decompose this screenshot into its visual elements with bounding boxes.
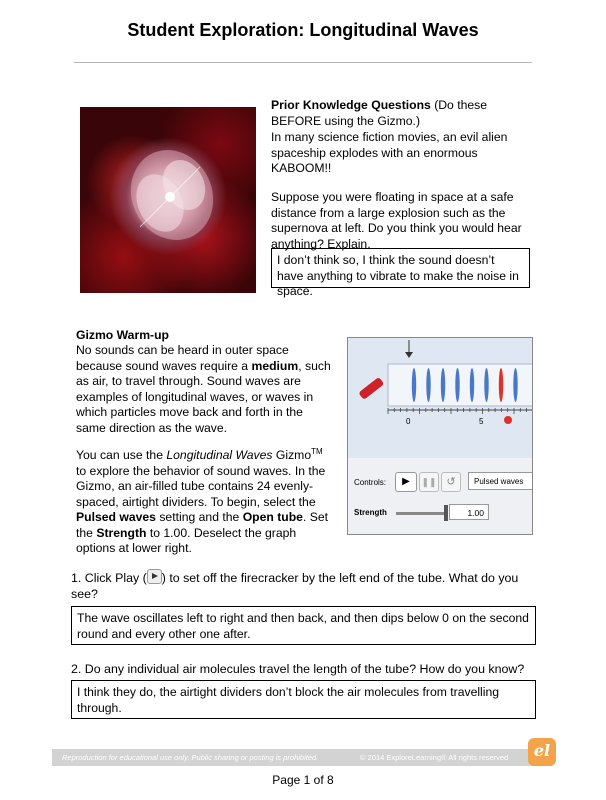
- divider-8: [513, 368, 517, 402]
- warmup-para-1: [76, 343, 334, 436]
- warmup-p2-tm: TM: [311, 447, 323, 456]
- pause-button[interactable]: ❚❚: [419, 472, 439, 492]
- q1-answer-box[interactable]: The wave oscillates left to right and then back, and then dips below 0 on the second round and every other one after.: [71, 606, 536, 645]
- controls-label: Controls:: [354, 478, 387, 487]
- divider-3: [441, 368, 445, 402]
- gizmo-graphic: [348, 338, 533, 535]
- question-2: 2. Do any individual air molecules travel the length of the tube? How do you know?: [71, 662, 525, 676]
- q1-text-a: 1. Click Play (: [71, 571, 147, 585]
- warmup-p2-bold3: Strength: [96, 525, 147, 540]
- question-1: [71, 570, 541, 602]
- footer-copyright-notice: Reproduction for educational use only. Public sharing or posting is prohibited.: [62, 753, 319, 762]
- divider-2: [426, 368, 430, 402]
- prior-para-1: In many science fiction movies, an evil alien spaceship explodes with an enormous KABOOM!!: [271, 130, 508, 175]
- mode-select[interactable]: Pulsed waves: [468, 472, 533, 490]
- page-number: Page 1 of 8: [272, 773, 334, 787]
- gizmo-tick-0: 0: [406, 417, 411, 426]
- warmup-p2-c: to explore the behavior of sound waves. In the Gizmo, an air-filled tube contains 24 evenly-spaced, airtight dividers. To begin, select the: [76, 463, 326, 509]
- divider-5: [470, 368, 474, 402]
- play-icon: [147, 569, 162, 584]
- q2-answer-box[interactable]: I think they do, the airtight dividers don’t block the air molecules from travelling through.: [71, 680, 536, 719]
- warmup-p2-b: Gizmo: [272, 448, 312, 463]
- play-button[interactable]: ▶: [395, 472, 417, 492]
- divider-1: [412, 368, 416, 402]
- prior-heading-note: (Do these BEFORE using the Gizmo.): [271, 98, 488, 128]
- explorelearning-logo: el: [528, 738, 556, 766]
- strength-input[interactable]: 1.00: [449, 504, 489, 520]
- divider-6: [484, 368, 488, 402]
- supernova-image: [80, 107, 256, 293]
- divider-7: [499, 368, 503, 402]
- warmup-p2-e: . Set the: [76, 510, 329, 540]
- supernova-shape: [80, 107, 256, 293]
- prior-knowledge-intro: [271, 98, 533, 129]
- gizmo-red-dot: [504, 416, 512, 424]
- q1-text-b: ) to set off the firecracker by the left end of the tube. What do you see?: [71, 571, 519, 602]
- reset-button[interactable]: ↺: [441, 472, 461, 492]
- prior-para-2: Suppose you were floating in space at a safe distance from a large explosion such as the supernova at left. Do you think you would hear anything? Explain.: [271, 190, 522, 251]
- gizmo-screenshot: [347, 337, 533, 535]
- warmup-p2-bold1: Pulsed waves: [76, 510, 156, 525]
- divider-4: [455, 368, 459, 402]
- gizmo-tube: [388, 364, 533, 406]
- strength-label: Strength: [354, 508, 387, 517]
- strength-slider-track[interactable]: [396, 512, 448, 515]
- warmup-p2-f: to 1.00. Deselect the graph options at lower right.: [76, 525, 297, 556]
- page-title: Student Exploration: Longitudinal Waves: [127, 20, 479, 40]
- warmup-p1-b: , such as air, to travel through. Sound waves are examples of longitudinal waves, or waves in which particles move back and forth in the same direction as the wave.: [76, 358, 331, 435]
- gizmo-tick-5: 5: [479, 417, 484, 426]
- prior-answer-box[interactable]: I don’t think so, I think the sound doesn’t have anything to vibrate to make the noise in space.: [271, 248, 530, 288]
- warmup-p2-italic: Longitudinal Waves: [166, 448, 273, 463]
- prior-heading: Prior Knowledge Questions: [271, 98, 431, 112]
- warmup-p2-d: setting and the: [155, 510, 243, 525]
- warmup-para-2: [76, 444, 334, 557]
- warmup-heading-text: Gizmo Warm-up: [76, 328, 169, 342]
- warmup-p2-a: You can use the: [76, 448, 167, 463]
- warmup-p1-bold: medium: [251, 358, 299, 373]
- strength-slider-handle[interactable]: [444, 505, 448, 521]
- title-divider: [74, 62, 532, 63]
- footer-rights: © 2014 ExploreLearning® All rights reserved: [360, 753, 509, 762]
- warmup-heading: [76, 328, 332, 344]
- warmup-p2-bold2: Open tube: [242, 510, 303, 525]
- warmup-p1-a: No sounds can be heard in outer space because sound waves require a: [76, 343, 289, 373]
